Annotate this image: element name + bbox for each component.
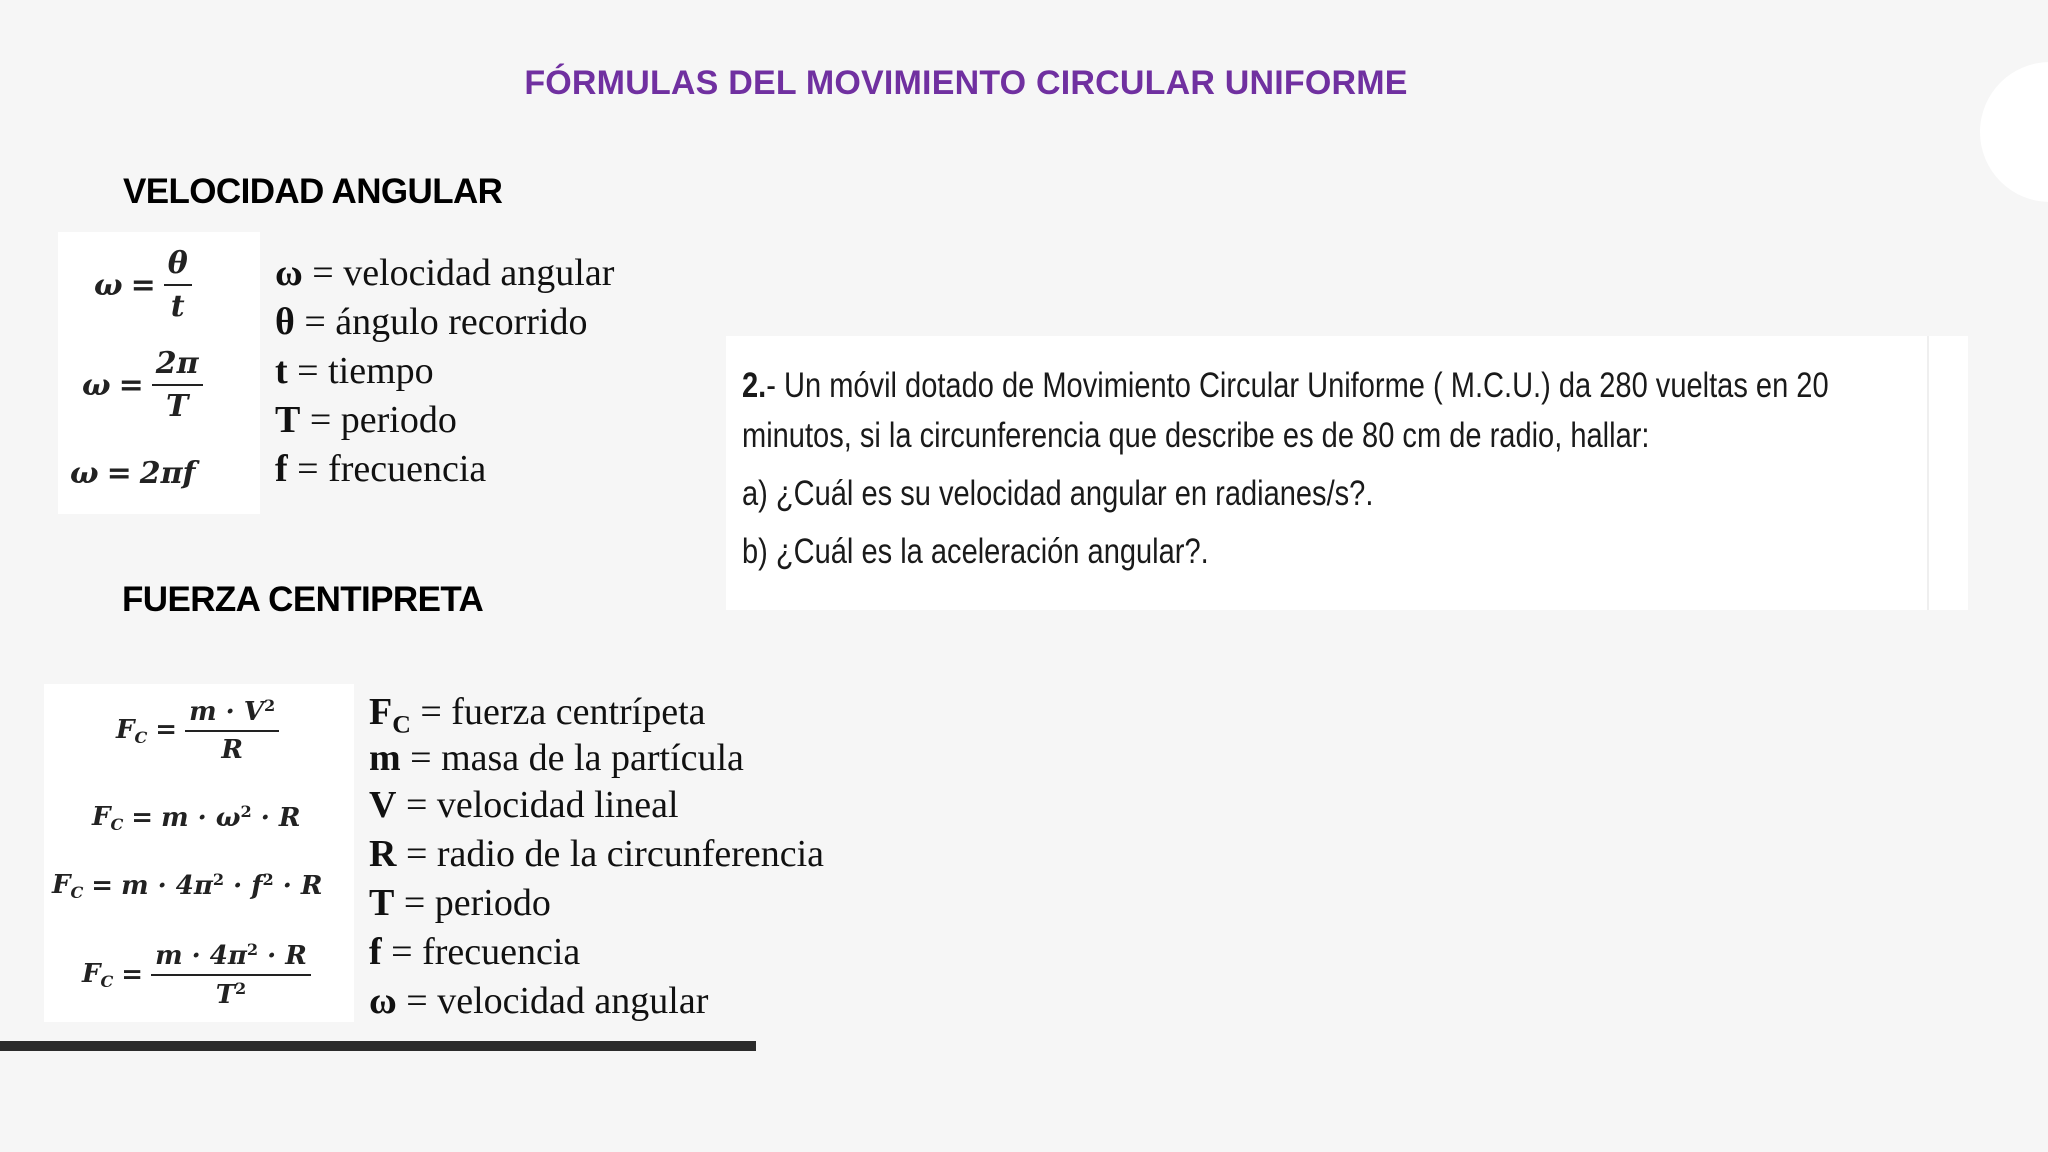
formula-lhs <box>52 870 83 902</box>
definition-symbol: V <box>369 784 397 826</box>
formula-fc-m4pi2r-t2 <box>82 940 311 1010</box>
formula-equals: = <box>106 456 132 491</box>
problem-number: 2. <box>742 366 767 405</box>
definition-row <box>275 298 614 347</box>
rhs-part: · R <box>251 803 301 834</box>
definition-symbol: θ <box>275 301 295 343</box>
velocidad-formulas-image <box>58 232 260 514</box>
definition-text: = frecuencia <box>381 931 581 973</box>
formula-equals: = <box>130 267 156 303</box>
exponent: 2 <box>262 870 274 890</box>
formula-rhs <box>121 870 322 901</box>
definition-row <box>369 736 824 781</box>
definition-text: = tiempo <box>287 350 434 392</box>
formula-omega-2pif <box>70 456 195 491</box>
definition-symbol: T <box>369 882 395 924</box>
problem-line-2: minutos, si la circunferencia que describe es de 80 cm de radio, hallar: <box>742 416 1650 455</box>
exponent: 2 <box>263 696 276 715</box>
formula-equals: = <box>118 367 144 403</box>
definition-symbol: ω <box>275 252 303 294</box>
rhs-part: m · ω <box>161 803 241 834</box>
definition-text: = velocidad lineal <box>396 784 679 826</box>
definition-text: = periodo <box>300 399 457 441</box>
force-symbol: F <box>52 870 71 900</box>
rhs-part: · R <box>273 871 323 902</box>
fraction-numerator: θ <box>164 246 192 286</box>
definition-symbol: m <box>369 737 401 779</box>
force-subscript: C <box>392 709 411 739</box>
definition-text: = frecuencia <box>287 448 487 490</box>
definition-row <box>369 830 824 879</box>
definition-row <box>369 928 824 977</box>
definition-text: = fuerza centrípeta <box>410 691 706 733</box>
definition-symbol: f <box>275 448 288 490</box>
definition-text: = periodo <box>394 882 551 924</box>
definition-row <box>369 781 824 830</box>
definition-symbol <box>369 691 411 739</box>
fraction <box>151 940 311 1010</box>
definition-row <box>369 688 824 739</box>
definition-text: = radio de la circunferencia <box>396 833 825 875</box>
problem-box <box>726 336 1968 610</box>
formula-omega-2pi-T <box>82 346 203 424</box>
formula-equals: = <box>155 715 178 746</box>
exponent: 2 <box>246 940 259 959</box>
problem-divider <box>1927 336 1929 610</box>
rhs-part: m · 4π <box>121 871 213 902</box>
rhs-part: · f <box>224 871 263 902</box>
fraction-numerator <box>185 696 279 732</box>
definition-row <box>275 396 614 445</box>
force-symbol: F <box>92 802 111 832</box>
force-symbol: F <box>82 958 101 989</box>
formula-fc-mw2r <box>92 802 301 834</box>
velocidad-definitions <box>275 249 614 494</box>
fraction <box>152 346 203 424</box>
problem-question-a: a) ¿Cuál es su velocidad angular en radianes/s?. <box>742 474 1374 513</box>
fraction-denominator <box>216 976 247 1010</box>
definition-row <box>369 977 824 1026</box>
numerator-text: m · V <box>189 696 264 727</box>
definition-row <box>275 445 614 494</box>
fraction-numerator: 2π <box>152 346 203 386</box>
denominator-text: T <box>215 979 236 1010</box>
formula-lhs: ω <box>94 267 123 303</box>
exponent: 2 <box>235 978 247 998</box>
formula-omega-theta-t <box>94 246 192 324</box>
force-subscript: C <box>134 727 148 747</box>
force-symbol: F <box>369 691 393 733</box>
exponent: 2 <box>212 870 225 890</box>
formula-lhs <box>116 715 147 747</box>
fraction <box>185 696 279 765</box>
heading-fuerza-centripeta: FUERZA CENTIPRETA <box>122 580 484 619</box>
bottom-bar <box>0 1041 756 1051</box>
definition-text: = ángulo recorrido <box>294 301 588 343</box>
definition-row <box>275 249 614 298</box>
definition-row <box>275 347 614 396</box>
definition-text: = velocidad angular <box>396 980 709 1022</box>
formula-equals: = <box>121 959 144 990</box>
numerator-text: m · 4π <box>155 940 247 971</box>
definition-symbol: T <box>275 399 301 441</box>
definition-text: = velocidad angular <box>302 252 615 294</box>
heading-velocidad-angular: VELOCIDAD ANGULAR <box>123 172 503 211</box>
numerator-text: · R <box>258 940 307 971</box>
formula-lhs: ω <box>70 456 99 491</box>
force-subscript: C <box>100 971 114 991</box>
force-subscript: C <box>70 882 84 902</box>
formula-fc-m4pi2f2r <box>52 870 322 902</box>
fraction-denominator: T <box>165 389 189 424</box>
force-subscript: C <box>110 814 124 834</box>
formula-equals: = <box>91 870 114 901</box>
centripeta-definitions <box>369 688 824 1026</box>
definition-symbol: ω <box>369 980 397 1022</box>
problem-question-b: b) ¿Cuál es la aceleración angular?. <box>742 532 1209 571</box>
definition-symbol: R <box>369 833 397 875</box>
fraction <box>164 246 192 324</box>
slide-title: FÓRMULAS DEL MOVIMIENTO CIRCULAR UNIFORME <box>524 64 1408 102</box>
formula-lhs <box>92 802 123 834</box>
definition-symbol: t <box>275 350 288 392</box>
centripeta-formulas-image <box>44 684 354 1022</box>
fraction-numerator <box>151 940 311 976</box>
formula-lhs <box>82 959 113 991</box>
formula-rhs: 2πf <box>139 456 196 491</box>
formula-rhs <box>161 802 300 833</box>
definition-symbol: f <box>369 931 382 973</box>
force-symbol: F <box>116 714 135 745</box>
fraction-denominator: R <box>221 734 243 765</box>
formula-fc-mv2-r <box>116 696 279 765</box>
definition-row <box>369 879 824 928</box>
decorative-circle <box>1980 62 2048 202</box>
formula-equals: = <box>131 802 154 833</box>
problem-line-1 <box>742 366 1829 406</box>
formula-lhs: ω <box>82 367 111 403</box>
fraction-denominator: t <box>170 289 185 324</box>
problem-text: - Un móvil dotado de Movimiento Circular Uniforme ( M.C.U.) da 280 vueltas en 20 <box>766 366 1829 405</box>
exponent: 2 <box>240 802 252 822</box>
definition-text: = masa de la partícula <box>400 737 744 779</box>
